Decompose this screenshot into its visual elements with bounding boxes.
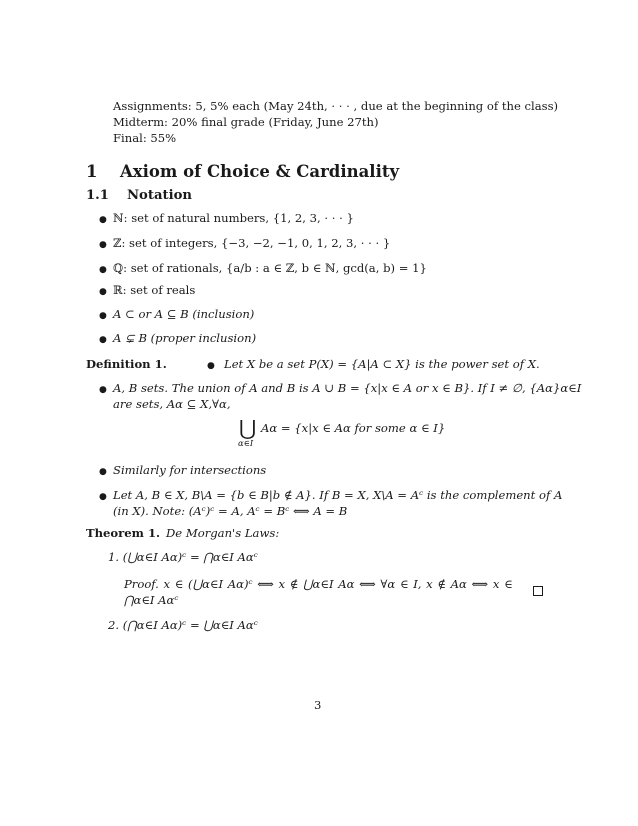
bullet-icon: ● (99, 467, 107, 477)
notation-item-integers: ℤ: set of integers, {−3, −2, −1, 0, 1, 2, 3, · · · } (113, 236, 391, 250)
bullet-icon: ● (207, 361, 215, 371)
final-line: Final: 55% (113, 131, 177, 145)
definition-item-power-set: Let X be a set P(X) = {A|A ⊂ X} is the power set of X. (224, 357, 540, 371)
proof-line-1: Proof. x ∈ (⋃α∈I Aα)ᶜ ⟺ x ∉ ⋃α∈I Aα ⟺ ∀α ∈ I, x ∉ Aα ⟺ x ∈ (124, 577, 513, 591)
page-number: 3 (314, 698, 322, 712)
notation-item-inclusion: A ⊂ or A ⊆ B (inclusion) (113, 307, 255, 321)
bullet-icon: ● (99, 287, 107, 297)
bullet-icon: ● (99, 492, 107, 502)
definition-label: Definition 1. (86, 357, 167, 371)
bullet-icon: ● (99, 385, 107, 395)
notation-item-naturals: ℕ: set of natural numbers, {1, 2, 3, · · · } (113, 211, 354, 225)
definition-item-union-line2: are sets, Aα ⊆ X,∀α, (113, 397, 231, 411)
bullet-icon: ● (99, 215, 107, 225)
notation-item-proper-inclusion: A ⊊ B (proper inclusion) (113, 331, 257, 345)
section-title: Axiom of Choice & Cardinality (120, 162, 400, 181)
bullet-icon: ● (99, 335, 107, 345)
qed-box-icon (533, 586, 543, 596)
definition-item-complement-line2: (in X). Note: (Aᶜ)ᶜ = A, Aᶜ = Bᶜ ⟺ A = B (113, 504, 348, 518)
bullet-icon: ● (99, 265, 107, 275)
section-number: 1 (86, 162, 98, 181)
midterm-line: Midterm: 20% final grade (Friday, June 27th) (113, 115, 379, 129)
theorem-label: Theorem 1. (86, 526, 161, 540)
de-morgan-law-1: 1. (⋃α∈I Aα)ᶜ = ⋂α∈I Aαᶜ (108, 550, 258, 564)
union-index: α∈I (238, 438, 254, 448)
notation-item-reals: ℝ: set of reals (113, 283, 196, 297)
proof-line-2: ⋂α∈I Aαᶜ (124, 593, 179, 607)
subsection-title: Notation (127, 188, 192, 203)
theorem-name: De Morgan's Laws: (166, 526, 280, 540)
de-morgan-law-2: 2. (⋂α∈I Aα)ᶜ = ⋃α∈I Aαᶜ (108, 618, 258, 632)
definition-item-complement-line1: Let A, B ∈ X, B\A = {b ∈ B|b ∉ A}. If B = X, X\A = Aᶜ is the complement of A (113, 488, 563, 502)
definition-item-intersections: Similarly for intersections (113, 463, 267, 477)
bullet-icon: ● (99, 240, 107, 250)
subsection-number: 1.1 (86, 188, 109, 203)
union-equation: Aα = {x|x ∈ Aα for some α ∈ I} (261, 421, 446, 435)
assignments-line: Assignments: 5, 5% each (May 24th, · · · , due at the beginning of the class) (113, 99, 559, 113)
big-union-symbol: ⋃ (239, 416, 257, 440)
bullet-icon: ● (99, 311, 107, 321)
definition-item-union-line1: A, B sets. The union of A and B is A ∪ B = {x|x ∈ A or x ∈ B}. If I ≠ ∅, {Aα}α∈I (113, 381, 582, 395)
notation-item-rationals: ℚ: set of rationals, {a/b : a ∈ ℤ, b ∈ ℕ, gcd(a, b) = 1} (113, 261, 427, 275)
